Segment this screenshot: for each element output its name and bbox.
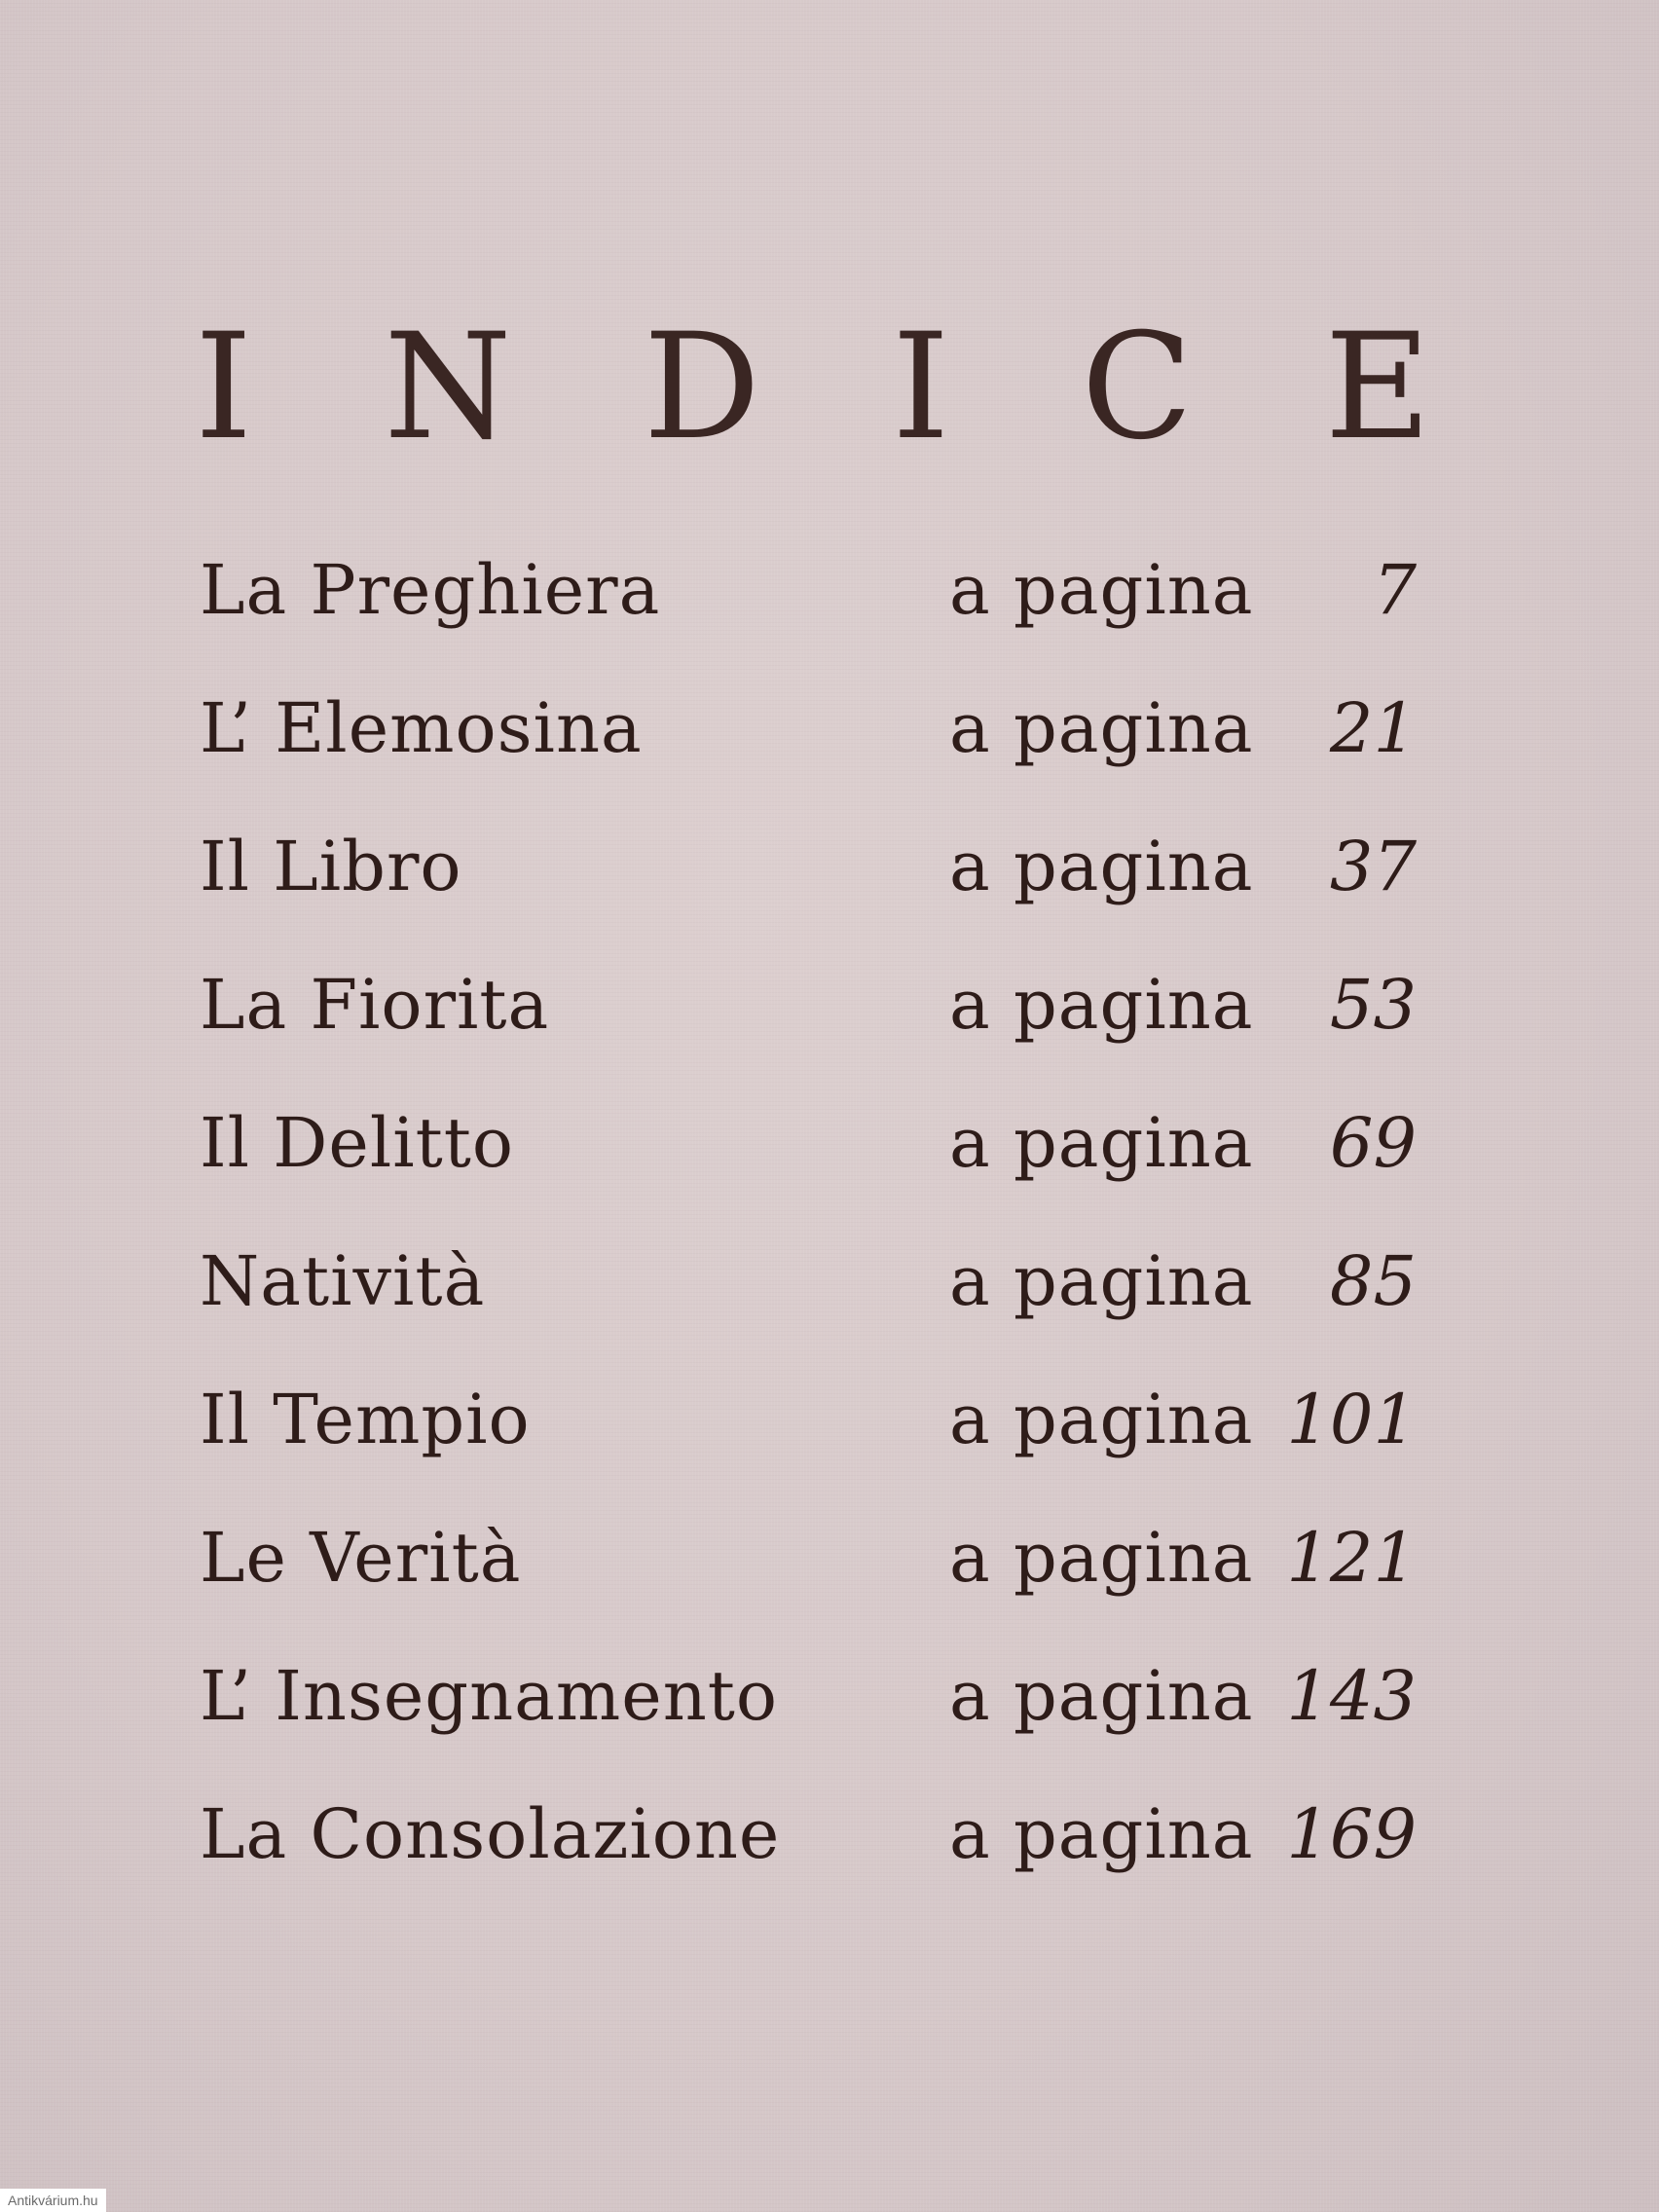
- entry-page-label: a pagina: [949, 965, 1254, 1045]
- title-letter: C: [1081, 303, 1194, 472]
- entry-title: L’ Elemosina: [200, 688, 643, 768]
- entry-page-number: 21: [1329, 688, 1417, 768]
- toc-entry: [200, 659, 1417, 797]
- entry-page-label: a pagina: [949, 1103, 1254, 1183]
- entry-page-label: a pagina: [949, 1241, 1254, 1321]
- entry-page-label: a pagina: [949, 1518, 1254, 1598]
- entry-page-label: a pagina: [949, 1656, 1254, 1736]
- entry-page-number: 121: [1286, 1518, 1417, 1598]
- entry-title: Il Tempio: [200, 1380, 531, 1459]
- entry-title: Natività: [200, 1241, 486, 1321]
- entry-page-number: 37: [1329, 827, 1417, 906]
- entry-page-number: 169: [1286, 1794, 1417, 1874]
- entry-page-label: a pagina: [949, 1380, 1254, 1459]
- toc-entry: [200, 1489, 1417, 1627]
- toc-entry: [200, 1212, 1417, 1350]
- entry-title: Il Libro: [200, 827, 462, 906]
- entry-page-label: a pagina: [949, 550, 1254, 630]
- title-letter: N: [384, 303, 512, 472]
- toc-entry: [200, 1765, 1417, 1903]
- toc-entry: [200, 1074, 1417, 1212]
- watermark: Antikvárium.hu: [0, 2189, 106, 2212]
- entry-page-label: a pagina: [949, 1794, 1254, 1874]
- entry-title: La Consolazione: [200, 1794, 781, 1874]
- entry-title: L’ Insegnamento: [200, 1656, 779, 1736]
- entry-page-label: a pagina: [949, 827, 1254, 906]
- toc-entry: [200, 1627, 1417, 1765]
- entry-page-number: 101: [1286, 1380, 1417, 1459]
- toc-entry: [200, 936, 1417, 1074]
- entry-title: Il Delitto: [200, 1103, 515, 1183]
- entry-page-label: a pagina: [949, 688, 1254, 768]
- entry-page-number: 85: [1329, 1241, 1417, 1321]
- toc-entry: [200, 521, 1417, 659]
- title-letter: E: [1324, 303, 1431, 472]
- entry-page-number: 7: [1373, 550, 1417, 630]
- title-letter: I: [892, 303, 950, 472]
- index-title: [195, 303, 1431, 472]
- entry-title: La Preghiera: [200, 550, 661, 630]
- entry-title: Le Verità: [200, 1518, 522, 1598]
- toc-entry: [200, 797, 1417, 936]
- toc-entry: [200, 1350, 1417, 1489]
- entry-page-number: 53: [1329, 965, 1417, 1045]
- entry-page-number: 143: [1286, 1656, 1417, 1736]
- title-letter: D: [643, 303, 761, 472]
- table-of-contents: [200, 521, 1417, 1903]
- entry-title: La Fiorita: [200, 965, 550, 1045]
- title-letter: I: [195, 303, 253, 472]
- entry-page-number: 69: [1329, 1103, 1417, 1183]
